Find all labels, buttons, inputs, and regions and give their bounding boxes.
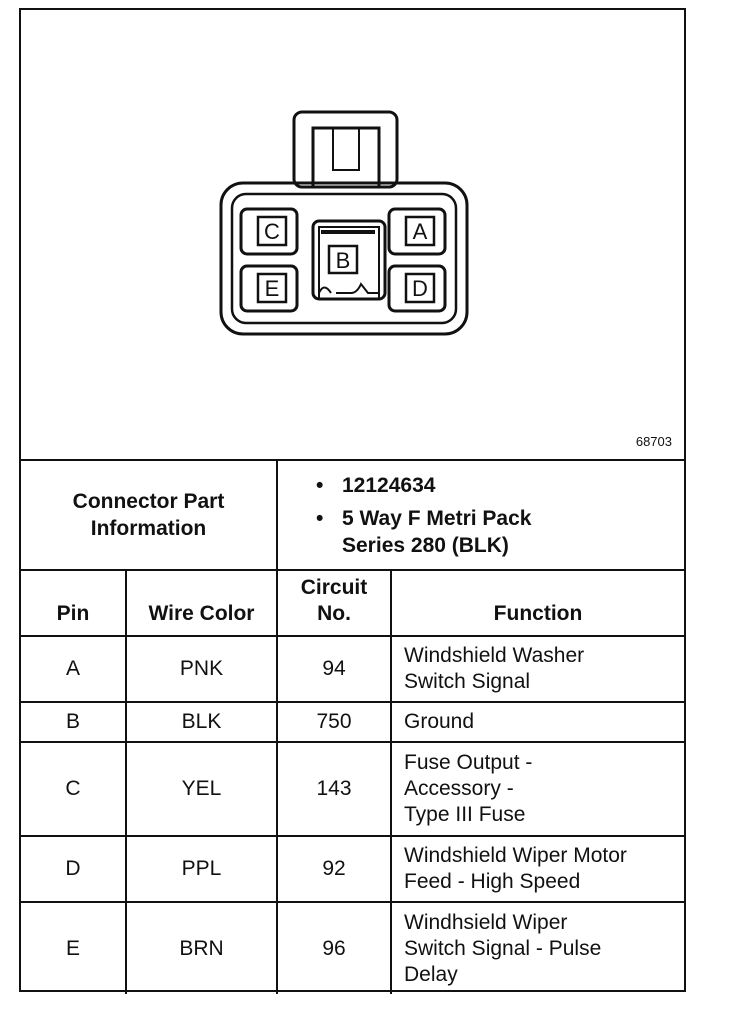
header-function: Function: [391, 570, 684, 636]
pin-cell: A: [21, 636, 126, 702]
table-row: [21, 702, 684, 742]
figure-number: 68703: [635, 434, 672, 449]
pin-label-a: A: [412, 219, 428, 244]
connector-face-drawing: [21, 10, 684, 459]
pin-label-e: E: [264, 276, 280, 301]
pin-cell: D: [21, 836, 126, 902]
function-text: Windshield Washer Switch Signal: [404, 644, 585, 693]
wire-color-cell: BLK: [126, 702, 277, 742]
wire-color-cell: BRN: [126, 902, 277, 994]
circuit-cell: 96: [277, 902, 391, 994]
table-row: [21, 836, 684, 902]
header-pin: Pin: [21, 570, 126, 636]
function-cell: Ground: [391, 702, 684, 742]
table-row: [21, 636, 684, 702]
locking-tab: [294, 112, 397, 187]
table-header-row: [21, 570, 684, 636]
part-number: • 12124634: [316, 472, 684, 499]
circuit-cell: 143: [277, 742, 391, 836]
pin-label-d: D: [412, 276, 428, 301]
table-row: [21, 902, 684, 994]
pinout-table: [21, 459, 684, 994]
circuit-cell: 750: [277, 702, 391, 742]
table-row: [21, 742, 684, 836]
function-cell: [391, 836, 684, 902]
circuit-cell: 94: [277, 636, 391, 702]
function-cell: [391, 742, 684, 836]
function-text: Windhsield Wiper Switch Signal - Pulse Delay: [404, 910, 602, 986]
pin-cell: C: [21, 742, 126, 836]
function-text: Fuse Output - Accessory - Type III Fuse: [404, 751, 533, 826]
connector-info-label-text: Connector Part Information: [72, 490, 225, 540]
connector-sheet: [19, 8, 686, 992]
header-circuit: [277, 570, 391, 636]
circuit-cell: 92: [277, 836, 391, 902]
connector-info-label: [21, 460, 277, 570]
connector-type: • 5 Way F Metri Pack Series 280 (BLK): [316, 505, 592, 559]
pin-cell: B: [21, 702, 126, 742]
connector-info-values: [277, 460, 684, 570]
header-circuit-text: Circuit No.: [300, 576, 368, 625]
wire-color-cell: PNK: [126, 636, 277, 702]
connector-info-row: [21, 460, 684, 570]
function-cell: [391, 636, 684, 702]
wire-color-cell: YEL: [126, 742, 277, 836]
header-wire-color: Wire Color: [126, 570, 277, 636]
connector-diagram: [21, 10, 684, 459]
pin-label-c: C: [264, 219, 280, 244]
wire-color-cell: PPL: [126, 836, 277, 902]
function-text: Windshield Wiper Motor Feed - High Speed: [404, 844, 627, 893]
pin-label-b: B: [335, 248, 351, 273]
pin-cell: E: [21, 902, 126, 994]
function-cell: [391, 902, 684, 994]
locking-tab-inner: [313, 128, 379, 187]
